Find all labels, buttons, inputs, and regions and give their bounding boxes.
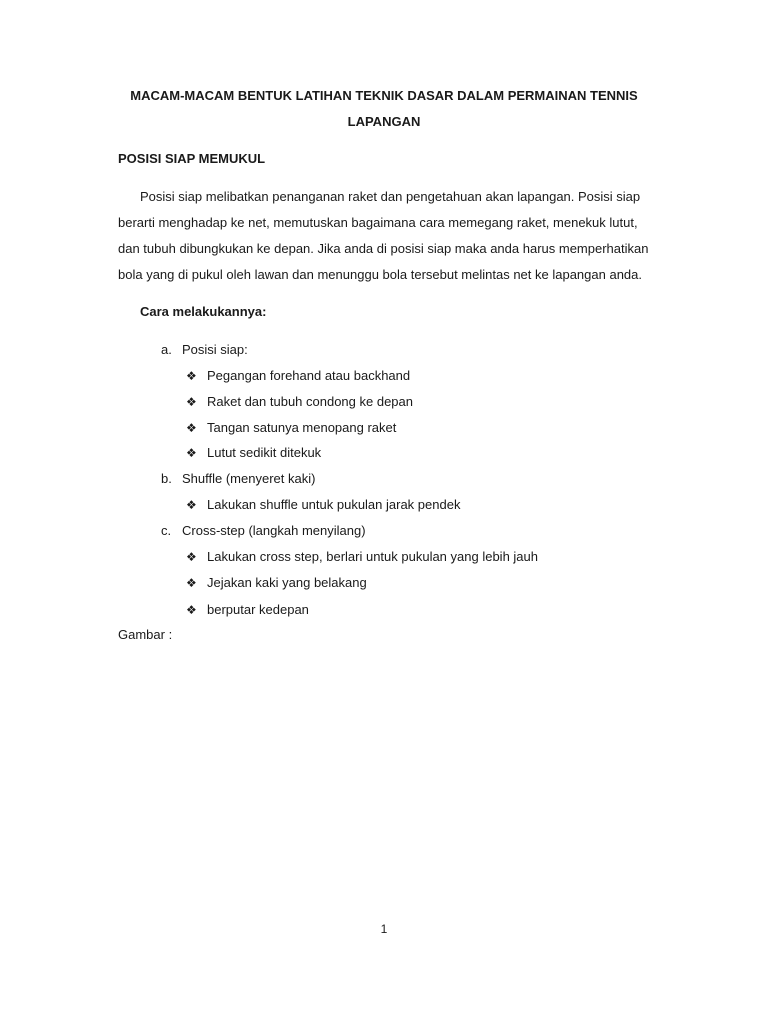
list-item: Jejakan kaki yang belakang xyxy=(207,575,367,590)
list-item: Pegangan forehand atau backhand xyxy=(207,368,411,383)
paragraph-line: berarti menghadap ke net, memutuskan bagaimana cara memegang raket, menekuk lutut, xyxy=(118,215,638,230)
list-item: Lakukan cross step, berlari untuk pukulan yang lebih jauh xyxy=(207,549,538,564)
list-letter-b: b. xyxy=(161,471,172,486)
diamond-bullet-icon: ❖ xyxy=(186,498,197,512)
list-letter-c: c. xyxy=(161,523,172,538)
list-item-b-label: Shuffle (menyeret kaki) xyxy=(182,471,316,486)
list-item: Lakukan shuffle untuk pukulan jarak pendek xyxy=(207,497,461,512)
diamond-bullet-icon: ❖ xyxy=(186,446,197,460)
diamond-bullet-icon: ❖ xyxy=(186,576,197,590)
paragraph-line: bola yang di pukul oleh lawan dan menunggu bola tersebut melintas net ke lapangan anda. xyxy=(118,267,642,282)
list-item-c-label: Cross-step (langkah menyilang) xyxy=(182,523,366,538)
list-item: berputar kedepan xyxy=(207,602,309,617)
diamond-bullet-icon: ❖ xyxy=(186,603,197,617)
paragraph-line: dan tubuh dibungkukan ke depan. Jika anda di posisi siap maka anda harus memperhatikan xyxy=(118,241,649,256)
diamond-bullet-icon: ❖ xyxy=(186,550,197,564)
page-number: 1 xyxy=(380,922,388,936)
document-title-line-2: LAPANGAN xyxy=(347,114,421,129)
diamond-bullet-icon: ❖ xyxy=(186,369,197,383)
list-item: Raket dan tubuh condong ke depan xyxy=(207,394,414,409)
list-item-a-label: Posisi siap: xyxy=(182,342,248,357)
list-item: Tangan satunya menopang raket xyxy=(207,420,397,435)
paragraph-line: Posisi siap melibatkan penanganan raket dan pengetahuan akan lapangan. Posisi siap xyxy=(140,189,641,204)
subheading: Cara melakukannya: xyxy=(140,304,267,319)
section-heading: POSISI SIAP MEMUKUL xyxy=(118,151,266,166)
gambar-label: Gambar : xyxy=(118,627,173,642)
diamond-bullet-icon: ❖ xyxy=(186,421,197,435)
document-title-line-1: MACAM-MACAM BENTUK LATIHAN TEKNIK DASAR DALAM PERMAINAN TENNIS xyxy=(130,88,638,103)
list-item: Lutut sedikit ditekuk xyxy=(207,445,322,460)
list-letter-a: a. xyxy=(161,342,172,357)
diamond-bullet-icon: ❖ xyxy=(186,395,197,409)
